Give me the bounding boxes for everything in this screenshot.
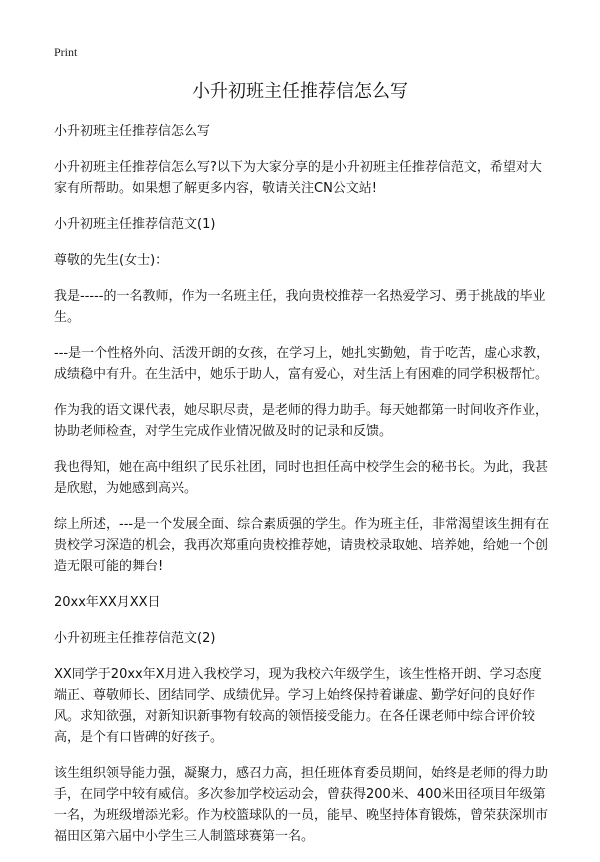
paragraph: XX同学于20xx年X月进入我校学习，现为我校六年级学生，该生性格开朗、学习态度端正、尊敬师长、团结同学、成绩优异。学习上始终保持着谦虚、勤学好问的良好作风。求知欲强，对新知识新事物有较高的领悟接受能力。在各任课老师中综合评价较高，是个有口皆碑的好孩子。 [54,667,542,745]
paragraph-intro: 小升初班主任推荐信怎么写?以下为大家分享的是小升初班主任推荐信范文，希望对大家有所帮助。如果想了解更多内容，敬请关注CN公文站! [54,160,542,196]
paragraph: ---是一个性格外向、活泼开朗的女孩，在学习上，她扎实勤勉，肯于吃苦，虚心求教，成绩稳中有升。在生活中，她乐于助人，富有爱心，对生活上有困难的同学积极帮忙。 [54,346,550,382]
document-body [54,121,554,862]
paragraph: 作为我的语文课代表，她尽职尽责，是老师的得力助手。每天她都第一时间收齐作业，协助老师检查，对学生完成作业情况做及时的记录和反馈。 [54,403,549,439]
print-link[interactable]: Print [54,45,78,59]
paragraph: 我是-----的一名教师，作为一名班主任，我向贵校推荐一名热爱学习、勇于挑战的毕业生。 [54,289,546,325]
page-title: 小升初班主任推荐信怎么写 [192,81,408,102]
paragraph-sample-1-heading: 小升初班主任推荐信范文(1) [54,217,216,232]
paragraph-salutation: 尊敬的先生(女士)： [54,253,169,268]
paragraph: 该生组织领导能力强，凝聚力，感召力高，担任班体育委员期间，始终是老师的得力助手，在同学中较有威信。多次参加学校运动会，曾获得200米、400米田径项目年级第一名，为班级增添光彩。作为校篮球队的一员，能早、晚坚持体育锻炼，曾荣获深圳市福田区第六届中小学生三人制篮球赛第一名。 [54,766,549,844]
paragraph: 综上所述，---是一个发展全面、综合素质强的学生。作为班主任，非常渴望该生拥有在贵校学习深造的机会，我再次郑重向贵校推荐她，请贵校录取她、培养她，给她一个创造无限可能的舞台! [54,517,550,574]
paragraph-sample-2-heading: 小升初班主任推荐信范文(2) [54,631,216,646]
paragraph: 我也得知，她在高中组织了民乐社团，同时也担任高中校学生会的秘书长。为此，我甚是欣慰，为她感到高兴。 [54,460,549,496]
paragraph-date: 20xx年XX月XX日 [54,595,161,610]
paragraph-subtitle: 小升初班主任推荐信怎么写 [54,124,211,139]
